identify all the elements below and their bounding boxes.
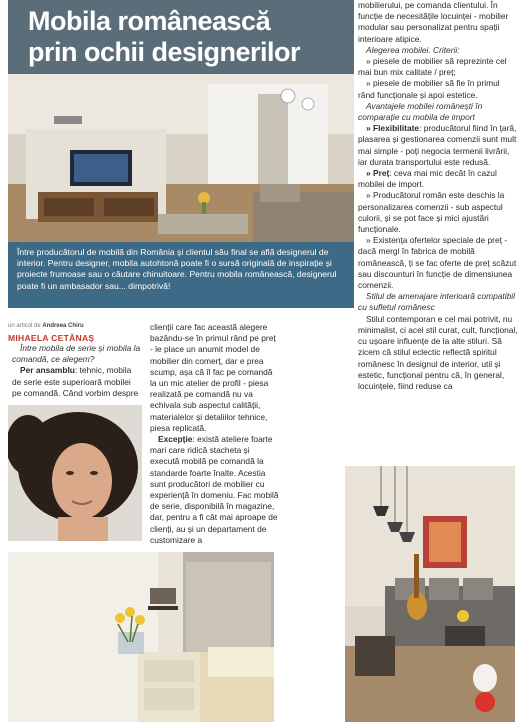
author-name: MIHAELA CETĂNAȘ bbox=[8, 333, 95, 343]
column-three bbox=[358, 0, 518, 392]
advantages-title: Avantajele mobilei românești în comparație cu mobila de import bbox=[358, 100, 483, 123]
column-one bbox=[12, 343, 142, 399]
criterion-1: » piesele de mobilier să reprezinte cel mai bun mix calitate / preț; bbox=[358, 56, 507, 78]
paragraph-custom: mobilierului, pe comanda clientului. În funcție de necesitățile locuinței - mobilier modular sau personalizat pentru spații interioare atipice. bbox=[358, 0, 509, 44]
paragraph-clients: clienții care fac această alegere bazându-se în primul rând pe preț - le place un anumit model de mobilier din comerț, dar e prea scump, așa că îl fac pe comandă la un mic atelier de profil - piesa realizată pe comandă nu va echivala sub aspectul calității, materialelor și detaliilor tehnice, piesa replicată. bbox=[150, 322, 276, 433]
style-title: Stilul de amenajare interioară compatibil cu sufletul românesc bbox=[358, 291, 515, 313]
style-text: Stilul contemporan e cel mai potrivit, nu minimalist, ci acel stil curat, cult, funcțional, cu ușoare influențe de la alte stiluri. Să zicem că stilul eclectic reflectă spiritul românesc în designul de interior, util și estetic, funcțional pentru că, în general, locuințele, fiind reduse ca bbox=[358, 313, 518, 391]
living-room-guitar-photo bbox=[345, 466, 515, 722]
advantage-3: » Producătorul român este deschis la personalizarea comenzii - sub aspectul culorii, și se pot face și mici ajustări funcționale. bbox=[358, 190, 505, 235]
intro-paragraph: Între producătorul de mobilă din România și clientul său final se află designerul de interior. Pentru designer, mobila autohtonă poate fi o sursă originală de inspirație și proiecte frumoase sau o căutare chinuitoare. Pentru mobila românească, designerul poate fi un ambasador sau... dimpotrivă! bbox=[8, 242, 354, 308]
advantage-2: » Preț: ceva mai mic decât în cazul mobilei de import. bbox=[358, 168, 497, 190]
hero-banner bbox=[8, 0, 354, 242]
article-title: Mobila românească prin ochii designerilor bbox=[28, 6, 301, 67]
criteria-title: Alegerea mobilei. Criterii: bbox=[366, 44, 460, 55]
byline: un articol de Andreea Chiru bbox=[8, 323, 84, 329]
criterion-2: » piesele de mobilier să fie în primul rând funcționale și apoi estetice. bbox=[358, 78, 500, 100]
answer: Per ansamblu: tehnic, mobila de serie este superioară mobilei pe comandă. Când vorbim despre bbox=[12, 365, 139, 398]
bedroom-photo bbox=[8, 552, 274, 722]
column-two bbox=[150, 322, 280, 546]
advantage-1: » Flexibilitate: producătorul fiind în țară, plasarea și gestionarea comenzii sunt mult mai simple - poți negocia termenii livrării, iar durata transportului este redusă. bbox=[358, 123, 517, 167]
designer-portrait-photo bbox=[8, 405, 142, 541]
paragraph-exception: Excepție: există ateliere foarte mari care ridică stacheta și execută mobilă pe comandă la standarde foarte înalte. Acestia sunt producători de mobilier cu experiență în domeniu. Fac mobilă de serie, disponibilă în magazine, dar, pentru a fi cât mai aproape de clienți, au și un departament de customizare a bbox=[150, 434, 279, 545]
living-room-photo bbox=[8, 74, 354, 242]
advantage-4: » Existența ofertelor speciale de preț - dacă mergi în fabrica de mobilă românească, ți se fac oferte de preț scăzut sau discounturi în funcție de dimensiunea comenzii. bbox=[358, 235, 517, 291]
question: Între mobila de serie și mobila la comandă, ce alegem? bbox=[12, 343, 141, 365]
